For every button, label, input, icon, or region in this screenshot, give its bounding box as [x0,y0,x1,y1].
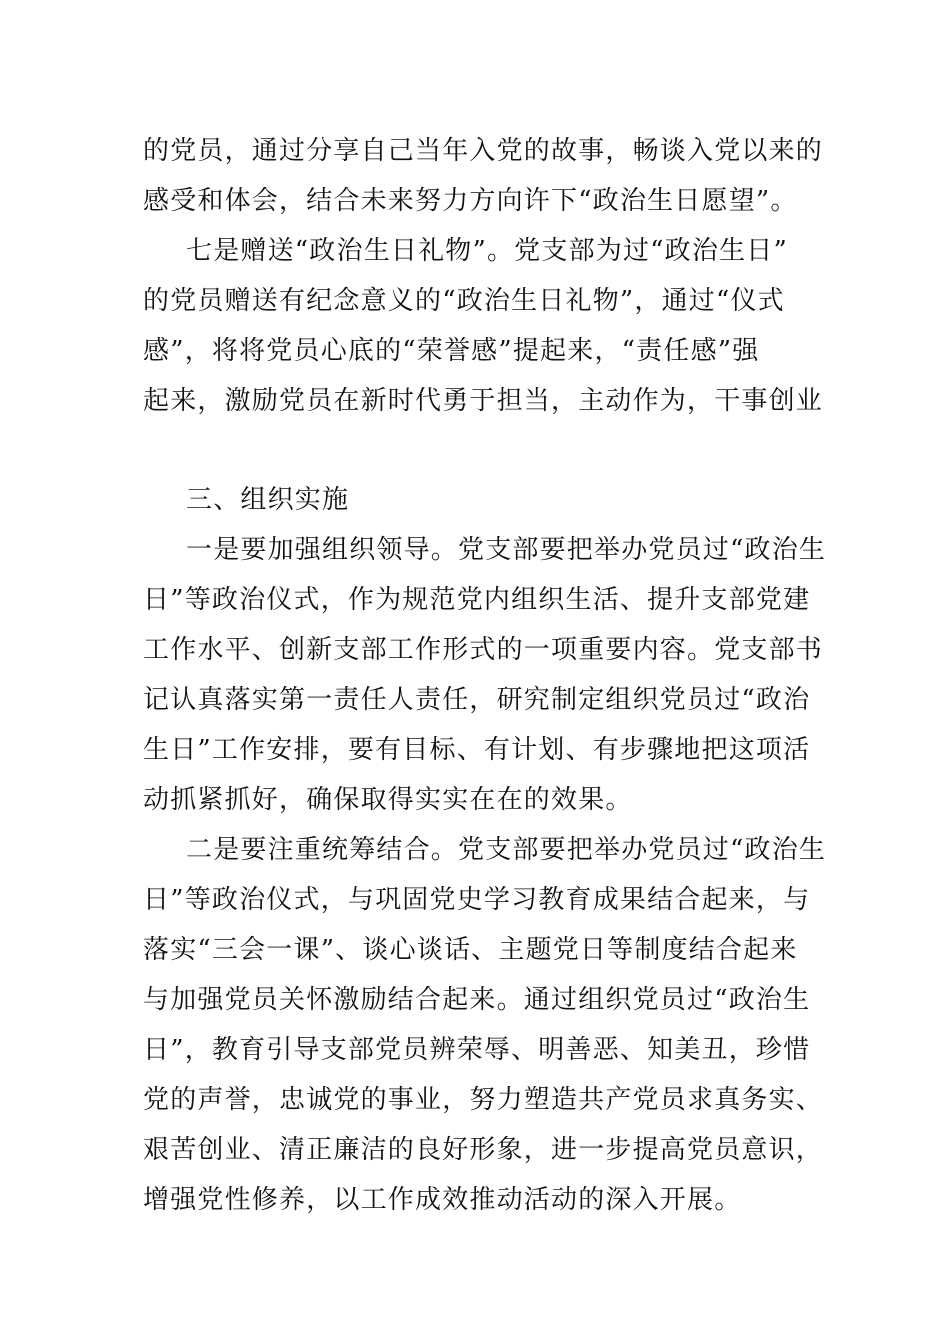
text-line: 感受和体会，结合未来努力方向许下“政治生日愿望”。 [143,186,798,216]
text-line: 日”等政治仪式，与巩固党史学习教育成果结合起来，与 [143,885,811,915]
text-line: 落实“三会一课”、谈心谈话、主题党日等制度结合起来 [143,935,798,965]
paragraph-start-line: 一是要加强组织领导。党支部要把举办党员过“政治生 [186,535,827,565]
paragraph-start-line: 二是要注重统筹结合。党支部要把举办党员过“政治生 [186,835,827,865]
text-line: 的党员赠送有纪念意义的“政治生日礼物”，通过“仪式 [143,286,785,316]
text-line: 记认真落实第一责任人责任，研究制定组织党员过“政治 [143,685,811,715]
text-line: 增强党性修养，以工作成效推动活动的深入开展。 [143,1185,742,1215]
section-heading: 三、组织实施 [186,485,350,515]
text-line: 与加强党员关怀激励结合起来。通过组织党员过“政治生 [143,985,811,1015]
text-line: 感”，将将党员心底的“荣誉感”提起来，“责任感”强 [143,336,760,366]
text-line: 日”，教育引导支部党员辨荣辱、明善恶、知美丑，珍惜 [143,1035,811,1065]
text-line: 的党员，通过分享自己当年入党的故事，畅谈入党以来的 [143,136,824,166]
text-line: 起来，激励党员在新时代勇于担当，主动作为，干事创业 [143,386,824,416]
text-line: 日”等政治仪式，作为规范党内组织生活、提升支部党建 [143,585,811,615]
paragraph-start-line: 七是赠送“政治生日礼物”。党支部为过“政治生日” [186,236,788,266]
text-line: 党的声誉，忠诚党的事业，努力塑造共产党员求真务实、 [143,1085,824,1115]
text-line: 工作水平、创新支部工作形式的一项重要内容。党支部书 [143,635,824,665]
text-line: 生日”工作安排，要有目标、有计划、有步骤地把这项活 [143,735,811,765]
text-line: 动抓紧抓好，确保取得实实在在的效果。 [143,785,633,815]
text-line: 艰苦创业、清正廉洁的良好形象，进一步提高党员意识， [143,1135,824,1165]
